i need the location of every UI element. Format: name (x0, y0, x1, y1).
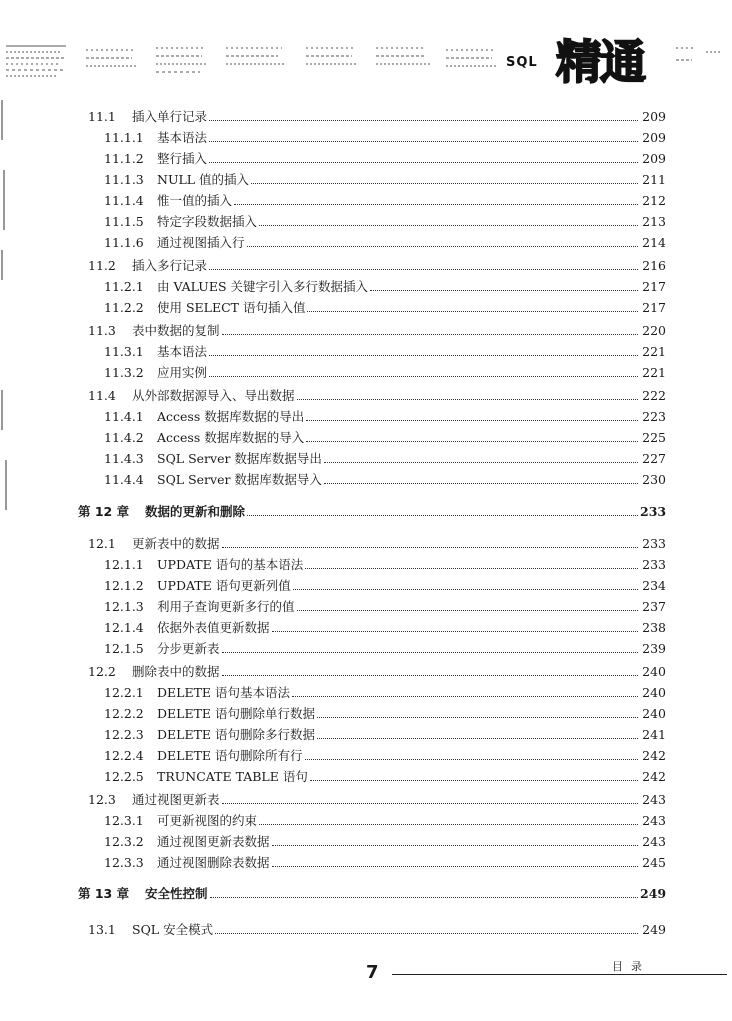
toc-page-number: 211 (642, 172, 666, 187)
toc-page-number: 220 (642, 323, 666, 338)
book-title: 精通 (556, 35, 644, 89)
toc-page-number: 214 (642, 235, 666, 250)
toc-title: 特定字段数据插入 (157, 214, 258, 229)
toc-page-number: 217 (642, 279, 666, 294)
toc-number: 12.2.5 (104, 769, 144, 784)
toc-page-number: 212 (642, 193, 666, 208)
toc-section-row[interactable] (104, 147, 666, 167)
section-label: 目录 (612, 960, 650, 973)
toc-section-row[interactable] (104, 574, 666, 594)
toc-section-row[interactable] (88, 532, 666, 552)
toc-leader-dots (272, 844, 638, 846)
toc-number: 12.2.1 (104, 685, 144, 700)
toc-section-row[interactable] (104, 809, 666, 829)
toc-title: NULL 值的插入 (157, 172, 250, 187)
toc-number: 第 13 章 (78, 886, 130, 901)
toc-title: 通过视图删除表数据 (157, 855, 270, 870)
toc-section-row[interactable] (104, 595, 666, 615)
toc-leader-dots (297, 609, 638, 611)
toc-page-number: 242 (642, 769, 666, 784)
toc-number: 12.1.3 (104, 599, 144, 614)
toc-number: 12.1.4 (104, 620, 144, 635)
toc-section-row[interactable] (88, 105, 666, 125)
toc-page-number: 221 (642, 344, 666, 359)
toc-page-number: 239 (642, 641, 666, 656)
toc-leader-dots (292, 695, 638, 697)
toc-page-number: 209 (642, 109, 666, 124)
toc-number: 11.2.1 (104, 279, 144, 294)
toc-number: 12.1.5 (104, 641, 144, 656)
toc-page-number: 213 (642, 214, 666, 229)
toc-number: 11.4.4 (104, 472, 144, 487)
toc-page-number: 240 (642, 706, 666, 721)
toc-number: 12.3.1 (104, 813, 144, 828)
toc-title: 数据的更新和删除 (145, 504, 246, 519)
toc-number: 12.1 (88, 536, 116, 551)
toc-number: 11.3.2 (104, 365, 144, 380)
toc-page-number: 245 (642, 855, 666, 870)
toc-number: 11.3 (88, 323, 116, 338)
toc-section-row[interactable] (104, 361, 666, 381)
toc-title: 惟一值的插入 (157, 193, 233, 208)
toc-section-row[interactable] (104, 830, 666, 850)
toc-number: 12.3.3 (104, 855, 144, 870)
toc-number: 11.1.1 (104, 130, 144, 145)
toc-leader-dots (222, 333, 638, 335)
toc-number: 11.1 (88, 109, 116, 124)
toc-leader-dots (209, 375, 638, 377)
left-margin-marks (0, 80, 20, 540)
footer-rule (392, 974, 727, 975)
toc-page-number: 240 (642, 685, 666, 700)
toc-title: 删除表中的数据 (132, 664, 220, 679)
toc-section-row[interactable] (104, 275, 666, 295)
toc-leader-dots (209, 161, 638, 163)
toc-leader-dots (234, 203, 638, 205)
toc-number: 12.3 (88, 792, 116, 807)
toc-section-row[interactable] (104, 405, 666, 425)
toc-title: 基本语法 (157, 130, 208, 145)
toc-title: 应用实例 (157, 365, 208, 380)
toc-number: 11.1.6 (104, 235, 144, 250)
toc-number: 12.1.1 (104, 557, 144, 572)
toc-title: SQL Server 数据库数据导入 (157, 472, 322, 487)
toc-page-number: 230 (642, 472, 666, 487)
toc-number: 13.1 (88, 922, 116, 937)
toc-page-number: 233 (640, 504, 667, 519)
toc-section-row[interactable] (104, 616, 666, 636)
toc-section-row[interactable] (88, 788, 666, 808)
toc-title: UPDATE 语句的基本语法 (157, 557, 304, 572)
toc-page-number: 243 (642, 813, 666, 828)
toc-number: 11.1.4 (104, 193, 144, 208)
toc-page-number: 216 (642, 258, 666, 273)
toc-title: 插入单行记录 (132, 109, 208, 124)
toc-title: 插入多行记录 (132, 258, 208, 273)
toc-title: DELETE 语句删除多行数据 (157, 727, 316, 742)
toc-leader-dots (251, 182, 638, 184)
toc-number: 11.2 (88, 258, 116, 273)
toc-number: 11.4.2 (104, 430, 144, 445)
toc-leader-dots (293, 588, 638, 590)
toc-title: DELETE 语句删除所有行 (157, 748, 303, 763)
toc-leader-dots (306, 440, 638, 442)
toc-title: 表中数据的复制 (132, 323, 220, 338)
toc-number: 11.1.5 (104, 214, 144, 229)
toc-section-row[interactable] (104, 296, 666, 316)
toc-section-row[interactable] (104, 126, 666, 146)
toc-section-row[interactable] (104, 468, 666, 488)
toc-number: 12.2.2 (104, 706, 144, 721)
toc-page-number: 238 (642, 620, 666, 635)
toc-title: Access 数据库数据的导出 (157, 409, 305, 424)
toc-title: TRUNCATE TABLE 语句 (157, 769, 308, 784)
toc-number: 11.1.3 (104, 172, 144, 187)
toc-leader-dots (305, 567, 638, 569)
toc-section-row[interactable] (104, 189, 666, 209)
toc-leader-dots (259, 224, 638, 226)
toc-page-number: 209 (642, 151, 666, 166)
toc-page-number: 222 (642, 388, 666, 403)
toc-title: DELETE 语句删除单行数据 (157, 706, 316, 721)
toc-section-row[interactable] (104, 340, 666, 360)
toc-leader-dots (272, 865, 638, 867)
toc-section-row[interactable] (88, 918, 666, 938)
toc-section-row[interactable] (104, 744, 666, 764)
toc-leader-dots (209, 354, 638, 356)
toc-leader-dots (317, 737, 638, 739)
toc-title: Access 数据库数据的导入 (157, 430, 305, 445)
toc-title: 依据外表值更新数据 (157, 620, 270, 635)
toc-leader-dots (306, 419, 638, 421)
toc-section-row[interactable] (88, 319, 666, 339)
toc-title: 更新表中的数据 (132, 536, 220, 551)
toc-title: 由 VALUES 关键字引入多行数据插入 (157, 279, 368, 294)
toc-leader-dots (209, 119, 638, 121)
toc-number: 11.4.1 (104, 409, 144, 424)
toc-title: 可更新视图的约束 (157, 813, 258, 828)
toc-page-number: 225 (642, 430, 666, 445)
toc-page-number: 237 (642, 599, 666, 614)
toc-page-number: 249 (640, 886, 667, 901)
toc-leader-dots (324, 482, 638, 484)
toc-leader-dots (210, 896, 638, 898)
toc-number: 11.4 (88, 388, 116, 403)
toc-title: SQL 安全模式 (132, 922, 214, 937)
toc-leader-dots (209, 140, 638, 142)
toc-page-number: 223 (642, 409, 666, 424)
toc-number: 12.1.2 (104, 578, 144, 593)
toc-page-number: 209 (642, 130, 666, 145)
toc-leader-dots (307, 310, 638, 312)
toc-page-number: 233 (642, 536, 666, 551)
toc-section-row[interactable] (88, 660, 666, 680)
toc-chapter-row[interactable] (78, 882, 666, 902)
toc-number: 12.2.3 (104, 727, 144, 742)
toc-page-number: 243 (642, 834, 666, 849)
toc-section-row[interactable] (104, 637, 666, 657)
toc-title: UPDATE 语句更新列值 (157, 578, 291, 593)
page-number: 7 (366, 962, 379, 983)
toc-leader-dots (259, 823, 638, 825)
toc-leader-dots (310, 779, 638, 781)
toc-section-row[interactable] (104, 851, 666, 871)
toc-title: 使用 SELECT 语句插入值 (157, 300, 306, 315)
toc-section-row[interactable] (88, 254, 666, 274)
toc-title: 基本语法 (157, 344, 208, 359)
toc-section-row[interactable] (104, 702, 666, 722)
toc-title: SQL Server 数据库数据导出 (157, 451, 322, 466)
toc-leader-dots (209, 268, 638, 270)
toc-section-row[interactable] (104, 231, 666, 251)
toc-page-number: 249 (642, 922, 666, 937)
toc-leader-dots (215, 932, 638, 934)
toc-page-number: 227 (642, 451, 666, 466)
toc-title: 通过视图插入行 (157, 235, 245, 250)
toc-leader-dots (370, 289, 638, 291)
toc-page-number: 217 (642, 300, 666, 315)
toc-title: 通过视图更新表 (132, 792, 220, 807)
toc-leader-dots (222, 651, 638, 653)
toc-leader-dots (222, 802, 638, 804)
toc-page-number: 241 (642, 727, 666, 742)
toc-title: 安全性控制 (145, 886, 208, 901)
toc-number: 11.3.1 (104, 344, 144, 359)
toc-page-number: 234 (642, 578, 666, 593)
toc-title: 利用子查询更新多行的值 (157, 599, 295, 614)
toc-leader-dots (247, 514, 638, 516)
toc-section-row[interactable] (104, 765, 666, 785)
toc-leader-dots (272, 630, 638, 632)
toc-leader-dots (222, 674, 638, 676)
toc-title: 通过视图更新表数据 (157, 834, 270, 849)
toc-chapter-row[interactable] (78, 500, 666, 520)
toc-page-number: 240 (642, 664, 666, 679)
toc-page-number: 233 (642, 557, 666, 572)
toc-title: 整行插入 (157, 151, 208, 166)
toc-number: 第 12 章 (78, 504, 130, 519)
toc-number: 12.3.2 (104, 834, 144, 849)
sql-badge: SQL (506, 55, 538, 70)
toc-leader-dots (324, 461, 638, 463)
toc-leader-dots (222, 546, 638, 548)
toc-section-row[interactable] (104, 168, 666, 188)
toc-page-number: 242 (642, 748, 666, 763)
page-header (0, 0, 732, 100)
toc-section-row[interactable] (104, 210, 666, 230)
toc-number: 12.2 (88, 664, 116, 679)
toc-page-number: 221 (642, 365, 666, 380)
toc-leader-dots (305, 758, 638, 760)
toc-section-row[interactable] (104, 681, 666, 701)
toc-title: 从外部数据源导入、导出数据 (132, 388, 295, 403)
toc-section-row[interactable] (104, 723, 666, 743)
toc-page-number: 243 (642, 792, 666, 807)
toc-title: DELETE 语句基本语法 (157, 685, 291, 700)
toc-number: 11.1.2 (104, 151, 144, 166)
toc-number: 11.2.2 (104, 300, 144, 315)
toc-section-row[interactable] (104, 426, 666, 446)
toc-leader-dots (317, 716, 638, 718)
toc-section-row[interactable] (104, 447, 666, 467)
toc-leader-dots (297, 398, 638, 400)
toc-leader-dots (247, 245, 638, 247)
toc-section-row[interactable] (88, 384, 666, 404)
toc-number: 11.4.3 (104, 451, 144, 466)
toc-section-row[interactable] (104, 553, 666, 573)
toc-number: 12.2.4 (104, 748, 144, 763)
toc-title: 分步更新表 (157, 641, 220, 656)
